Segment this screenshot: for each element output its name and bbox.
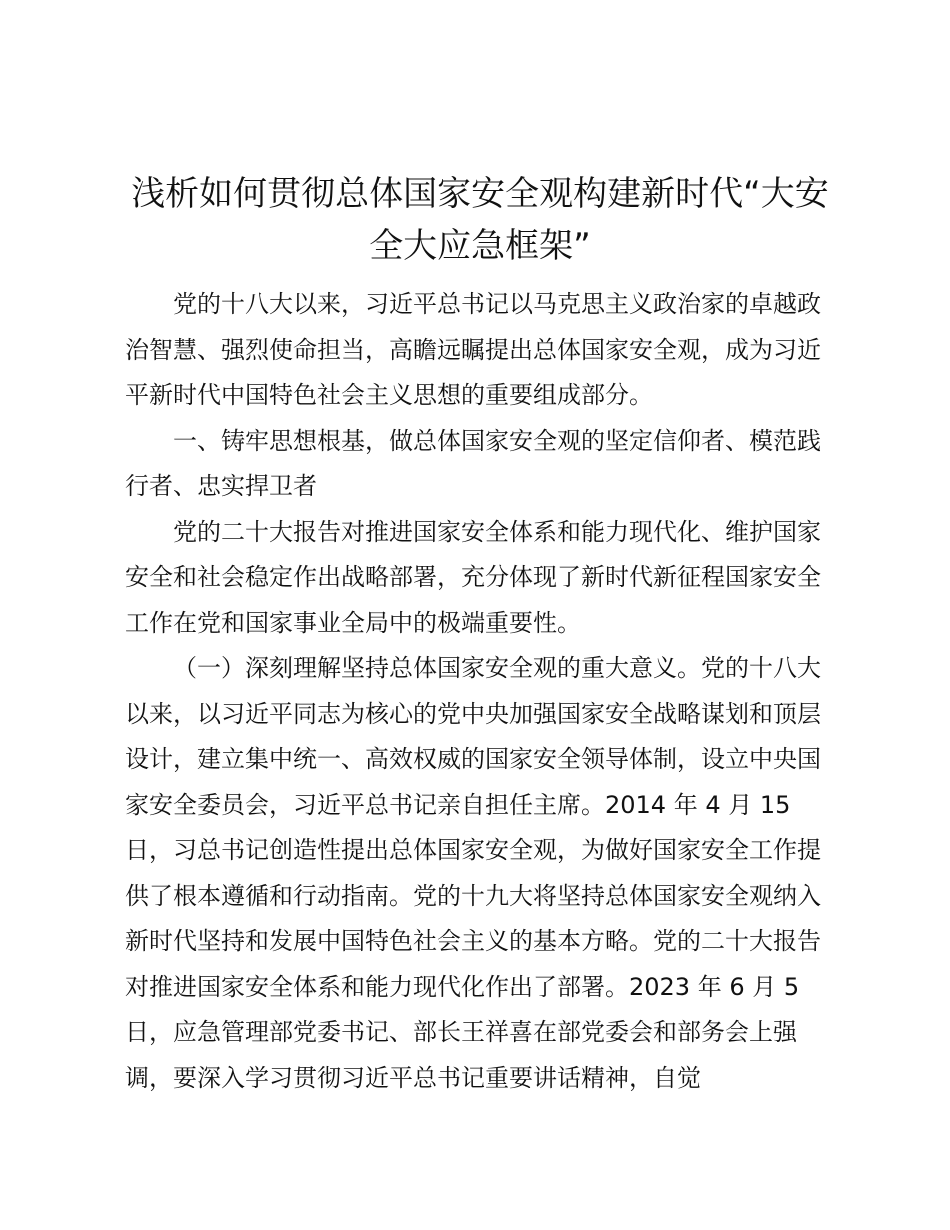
document-title: 浅析如何贯彻总体国家安全观构建新时代“大安全大应急框架”	[131, 174, 829, 266]
document-body	[125, 282, 835, 1101]
paragraph-section-1-intro: 党的二十大报告对推进国家安全体系和能力现代化、维护国家安全和社会稳定作出战略部署，充分体现了新时代新征程国家安全工作在党和国家事业全局中的极端重要性。	[125, 517, 821, 637]
paragraph-intro: 党的十八大以来，习近平总书记以马克思主义政治家的卓越政治智慧、强烈使命担当，高瞻远瞩提出总体国家安全观，成为习近平新时代中国特色社会主义思想的重要组成部分。	[125, 290, 821, 409]
section-heading-1: 一、铸牢思想根基，做总体国家安全观的坚定信仰者、模范践行者、忠实捍卫者	[125, 426, 821, 500]
paragraph-subsection-1: （一）深刻理解坚持总体国家安全观的重大意义。党的十八大以来，以习近平同志为核心的党中央加强国家安全战略谋划和顶层设计，建立集中统一、高效权威的国家安全领导体制，设立中央国家安全委员会，习近平总书记亲自担任主席。2014 年 4 月 15 日，习总书记创造性提出总体国家安全观，为做好国家安全工作提供了根本遵循和行动指南。党的十九大将坚持总体国家安全观纳入新时代坚持和发展中国特色社会主义的基本方略。党的二十大报告对推进国家安全体系和能力现代化作出了部署。2023 年 6 月 5 日，应急管理部党委书记、部长王祥喜在部党委会和部务会上强调，要深入学习贯彻习近平总书记重要讲话精神，自觉	[125, 654, 821, 1092]
